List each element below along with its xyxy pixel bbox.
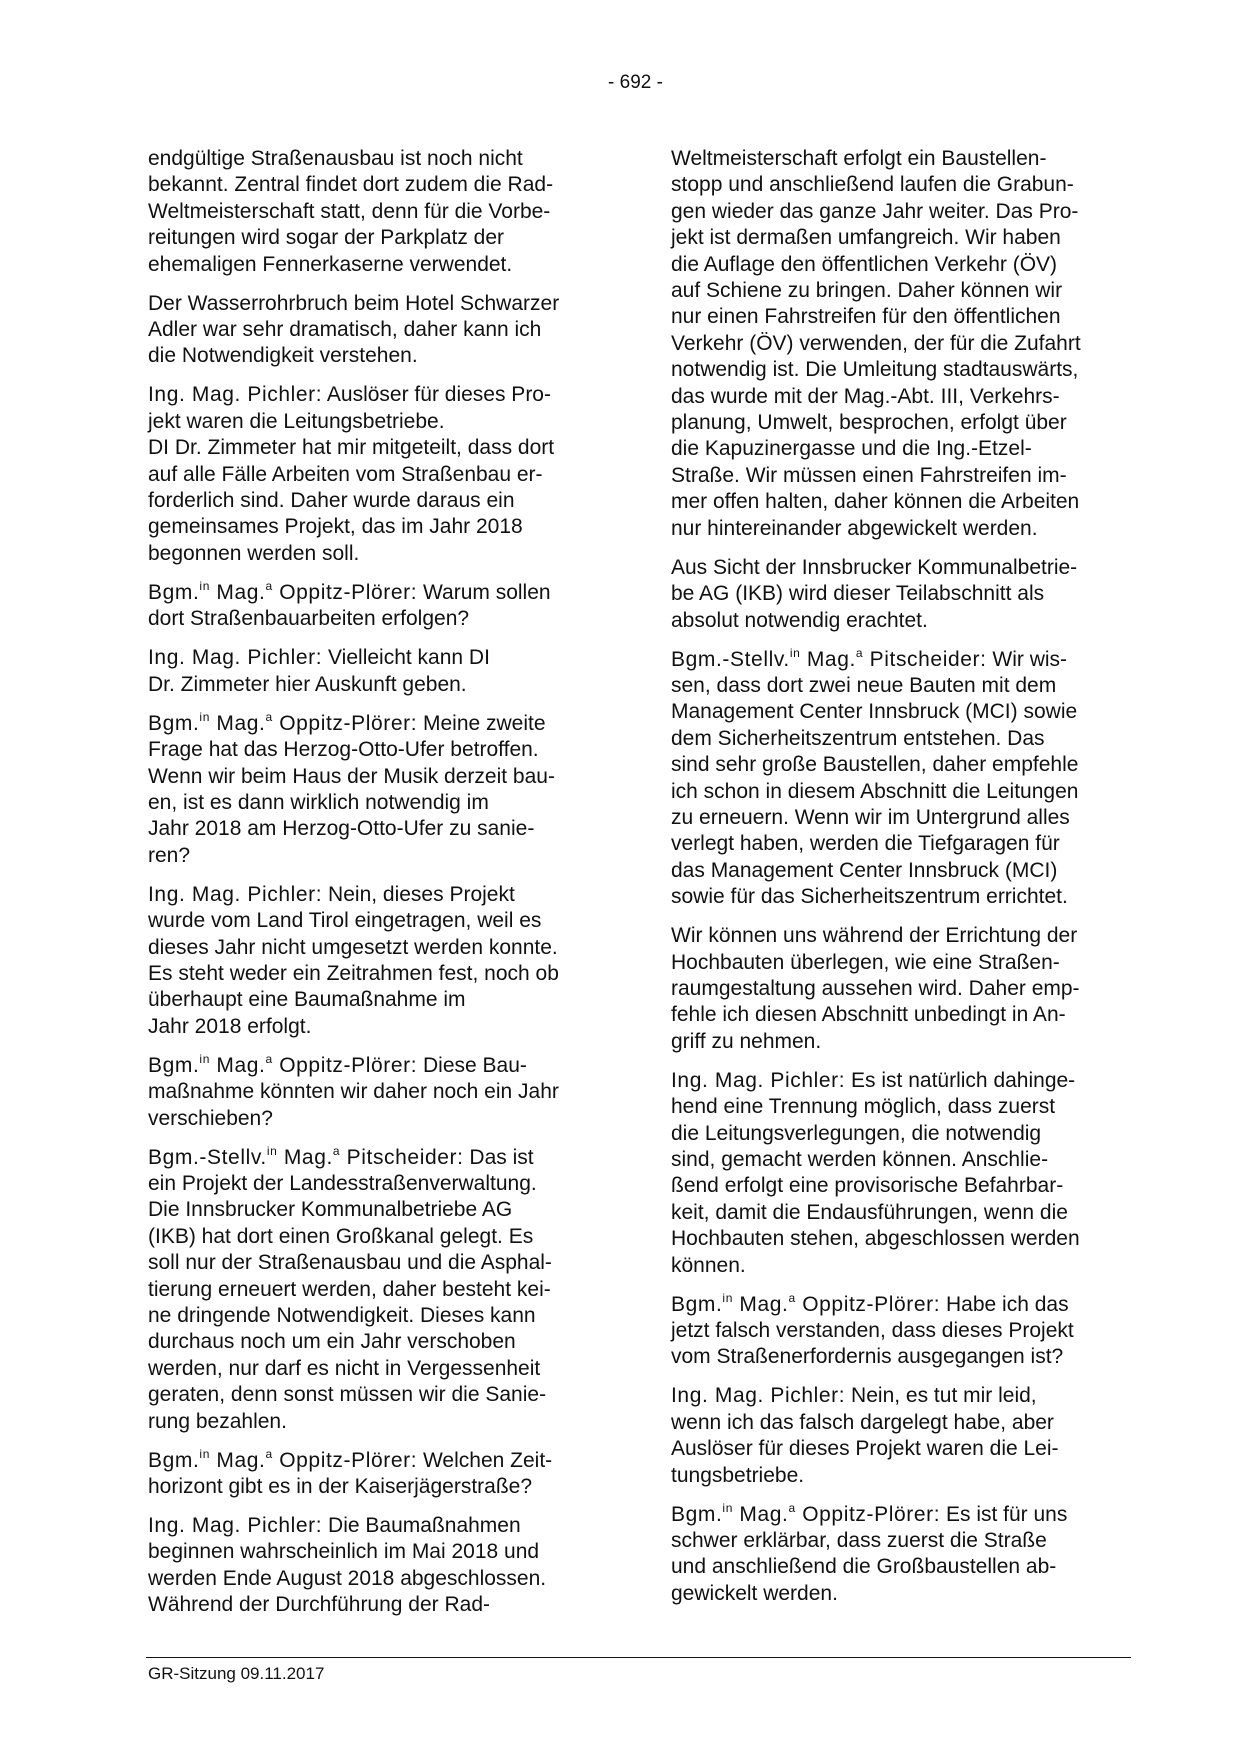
paragraph: [148, 146, 608, 278]
paragraph: [148, 1448, 608, 1501]
speaker-degree: Mag.: [732, 1502, 789, 1526]
speaker-label: [148, 646, 322, 669]
speaker-title-superscript: in: [199, 578, 210, 593]
paragraph-text: Weltmeisterschaft erfolgt ein Baustellen- stopp und anschließend laufen die Grabun- gen wieder das ganze Jahr weiter. Das Pro- jekt ist dermaßen umfangreich. Wir haben die Auflage den öffentlichen Verkehr (ÖV) auf Schiene zu bringen. Daher können wir nur einen Fahrstreifen für den öffentlichen Verkehr (ÖV) verwenden, der für die Zufahrt notwendig ist. Die Umleitung stadtauswärts, das wurde mit der Mag.-Abt. III, Verkehrs- planung, Umwelt, besprochen, erfolgt über die Kapuzinergasse und die Ing.-Etzel- Straße. Wir müssen einen Fahrstreifen im- mer offen halten, daher können die Arbeiten nur hintereinander abgewickelt werden.: [671, 147, 1081, 540]
paragraph: [671, 1292, 1131, 1371]
paragraph: [671, 555, 1131, 634]
paragraph-text: Auslöser für dieses Pro- jekt waren die Leitungsbetriebe. DI Dr. Zimmeter hat mir mitgeteilt, dass dort auf alle Fälle Arbeiten vom Straßenbau er- forderlich sind. Daher wurde daraus ein gemeinsames Projekt, das im Jahr 2018 begonnen werden soll.: [148, 383, 555, 565]
paragraph-text: Nein, dieses Projekt wurde vom Land Tirol eingetragen, weil es dieses Jahr nicht umgesetzt werden konnte. Es steht weder ein Zeitrahmen fest, noch ob überhaupt eine Baumaßnahme im Jahr 2018 erfolgt.: [148, 882, 559, 1038]
speaker-degree: Mag.: [277, 1145, 333, 1169]
paragraph-text: Welchen Zeit- horizont gibt es in der Kaiserjägerstraße?: [148, 1448, 553, 1499]
speaker-degree-superscript: a: [788, 1500, 796, 1515]
speaker-title-superscript: in: [789, 645, 801, 660]
speaker-title: Bgm.: [671, 1292, 723, 1316]
speaker-degree-superscript: a: [332, 1143, 341, 1158]
paragraph: [148, 291, 608, 370]
paragraph: [148, 1513, 608, 1619]
speaker-title-superscript: in: [722, 1500, 733, 1515]
paragraph: [671, 1068, 1131, 1279]
paragraph: [148, 645, 608, 698]
speaker-title: Ing. Mag. Pichler:: [148, 383, 323, 407]
paragraph-text: Wir können uns während der Errichtung der Hochbauten überlegen, wie eine Straßen- raumgestaltung aussehen wird. Daher emp- fehle ich diesen Abschnitt unbedingt in An- griff zu nehmen.: [671, 924, 1080, 1053]
speaker-label: [148, 383, 322, 406]
paragraph-text: endgültige Straßenausbau ist noch nicht bekannt. Zentral findet dort zudem die Rad- Weltmeisterschaft statt, denn für die Vorbe- reitungen wird sogar der Parkplatz der ehemaligen Fennerkaserne verwendet.: [148, 147, 554, 276]
speaker-degree: Mag.: [209, 1053, 266, 1077]
paragraph: [671, 146, 1131, 542]
speaker-name: Oppitz-Plörer:: [272, 580, 418, 604]
paragraph-text: Die Baumaßnahmen beginnen wahrscheinlich im Mai 2018 und werden Ende August 2018 abgeschlossen. Während der Durchführung der Rad-: [148, 1514, 547, 1617]
speaker-name: Pitscheider:: [863, 647, 987, 671]
paragraph-text: Der Wasserrohrbruch beim Hotel Schwarzer Adler war sehr dramatisch, daher kann ich die Notwendigkeit verstehen.: [148, 291, 560, 368]
paragraph-text: Warum sollen dort Straßenbauarbeiten erfolgen?: [148, 580, 551, 631]
speaker-degree-superscript: a: [265, 1446, 273, 1461]
speaker-title: Ing. Mag. Pichler:: [148, 882, 323, 906]
speaker-label: [148, 1446, 418, 1472]
paragraph-text: Nein, es tut mir leid, wenn ich das falsch dargelegt habe, aber Auslöser für dieses Projekt waren die Lei- tungsbetriebe.: [671, 1384, 1059, 1487]
right-column: [671, 146, 1131, 1620]
left-column: [148, 146, 608, 1631]
speaker-degree-superscript: a: [855, 645, 864, 660]
paragraph: [671, 1502, 1131, 1608]
speaker-degree-superscript: a: [265, 1051, 273, 1066]
speaker-title-superscript: in: [199, 1051, 210, 1066]
speaker-name: Oppitz-Plörer:: [795, 1292, 941, 1316]
speaker-title: Bgm.: [671, 1502, 723, 1526]
speaker-title-superscript: in: [199, 709, 210, 724]
speaker-title: Ing. Mag. Pichler:: [148, 1514, 323, 1538]
footer-session-date: GR-Sitzung 09.11.2017: [148, 1664, 325, 1683]
speaker-title: Bgm.-Stellv.: [671, 647, 790, 671]
paragraph: [148, 882, 608, 1040]
speaker-degree: Mag.: [209, 580, 266, 604]
speaker-title: Ing. Mag. Pichler:: [148, 646, 323, 670]
paragraph: [148, 1145, 608, 1435]
paragraph-text: Aus Sicht der Innsbrucker Kommunalbetrie- be AG (IKB) wird dieser Teilabschnitt als absolut notwendig erachtet.: [671, 555, 1078, 632]
page-number: - 692 -: [608, 72, 663, 93]
speaker-title-superscript: in: [266, 1143, 278, 1158]
paragraph-text: Diese Bau- maßnahme könnten wir daher noch ein Jahr verschieben?: [148, 1053, 559, 1130]
speaker-label: [148, 1514, 322, 1537]
paragraph: [148, 711, 608, 869]
paragraph-text: Es ist natürlich dahinge- hend eine Trennung möglich, dass zuerst die Leitungsverlegungen, die notwendig sind, gemacht werden können. Anschlie- ßend erfolgt eine provisorische Befahrbar- keit, damit die Endausführungen, wenn die Hochbauten stehen, abgeschlossen werden können.: [671, 1068, 1080, 1277]
paragraph: [671, 1383, 1131, 1489]
speaker-name: Pitscheider:: [340, 1145, 464, 1169]
speaker-label: [671, 1290, 941, 1316]
speaker-degree-superscript: a: [788, 1290, 796, 1305]
speaker-label: [671, 645, 987, 671]
speaker-label: [671, 1500, 941, 1526]
paragraph: [148, 1053, 608, 1132]
speaker-label: [148, 709, 418, 735]
speaker-label: [148, 578, 418, 604]
speaker-label: [148, 1051, 418, 1077]
speaker-title: Bgm.-Stellv.: [148, 1145, 267, 1169]
speaker-degree: Mag.: [800, 647, 856, 671]
speaker-label: [671, 1069, 845, 1092]
paragraph: [671, 647, 1131, 911]
speaker-title: Ing. Mag. Pichler:: [671, 1068, 846, 1092]
paragraph-text: Meine zweite Frage hat das Herzog-Otto-Ufer betroffen. Wenn wir beim Haus der Musik derzeit bau- en, ist es dann wirklich notwendig im Jahr 2018 am Herzog-Otto-Ufer zu sanie- ren?: [148, 711, 555, 867]
speaker-label: [671, 1384, 845, 1407]
speaker-degree: Mag.: [732, 1292, 789, 1316]
paragraph-text: Habe ich das jetzt falsch verstanden, dass dieses Projekt vom Straßenerfordernis ausgegangen ist?: [671, 1292, 1074, 1369]
footer-divider: [146, 1657, 1131, 1658]
paragraph: [671, 923, 1131, 1055]
speaker-title: Bgm.: [148, 1053, 200, 1077]
speaker-label: [148, 883, 322, 906]
speaker-name: Oppitz-Plörer:: [272, 1448, 418, 1472]
speaker-degree: Mag.: [209, 711, 266, 735]
paragraph-text: Vielleicht kann DI Dr. Zimmeter hier Auskunft geben.: [148, 646, 490, 696]
speaker-title: Bgm.: [148, 1448, 200, 1472]
speaker-title: Ing. Mag. Pichler:: [671, 1384, 846, 1408]
speaker-title-superscript: in: [199, 1446, 210, 1461]
speaker-title-superscript: in: [722, 1290, 733, 1305]
paragraph: [148, 382, 608, 567]
speaker-degree: Mag.: [209, 1448, 266, 1472]
speaker-label: [148, 1143, 464, 1169]
speaker-title: Bgm.: [148, 711, 200, 735]
speaker-name: Oppitz-Plörer:: [272, 1053, 418, 1077]
speaker-name: Oppitz-Plörer:: [795, 1502, 941, 1526]
paragraph-text: Es ist für uns schwer erklärbar, dass zuerst die Straße und anschließend die Großbaustellen ab- gewickelt werden.: [671, 1502, 1068, 1605]
speaker-name: Oppitz-Plörer:: [272, 711, 418, 735]
paragraph-text: Das ist ein Projekt der Landesstraßenverwaltung. Die Innsbrucker Kommunalbetriebe AG (IKB) hat dort einen Großkanal gelegt. Es soll nur der Straßenausbau und die Asphal- tierung erneuert werden, daher besteht kei- ne dringende Notwendigkeit. Dieses kann durchaus noch um ein Jahr verschoben werden, nur darf es nicht in Vergessenheit geraten, denn sonst müssen wir die Sanie- rung bezahlen.: [148, 1145, 552, 1433]
speaker-degree-superscript: a: [265, 578, 273, 593]
paragraph-text: Wir wis- sen, dass dort zwei neue Bauten mit dem Management Center Innsbruck (MCI) sowie dem Sicherheitszentrum entstehen. Das sind sehr große Baustellen, daher empfehle ich schon in diesem Abschnitt die Leitungen zu erneuern. Wenn wir im Untergrund alles verlegt haben, werden die Tiefgaragen für das Management Center Innsbruck (MCI) sowie für das Sicherheitszentrum errichtet.: [671, 647, 1079, 909]
speaker-title: Bgm.: [148, 580, 200, 604]
paragraph: [148, 580, 608, 633]
speaker-degree-superscript: a: [265, 709, 273, 724]
